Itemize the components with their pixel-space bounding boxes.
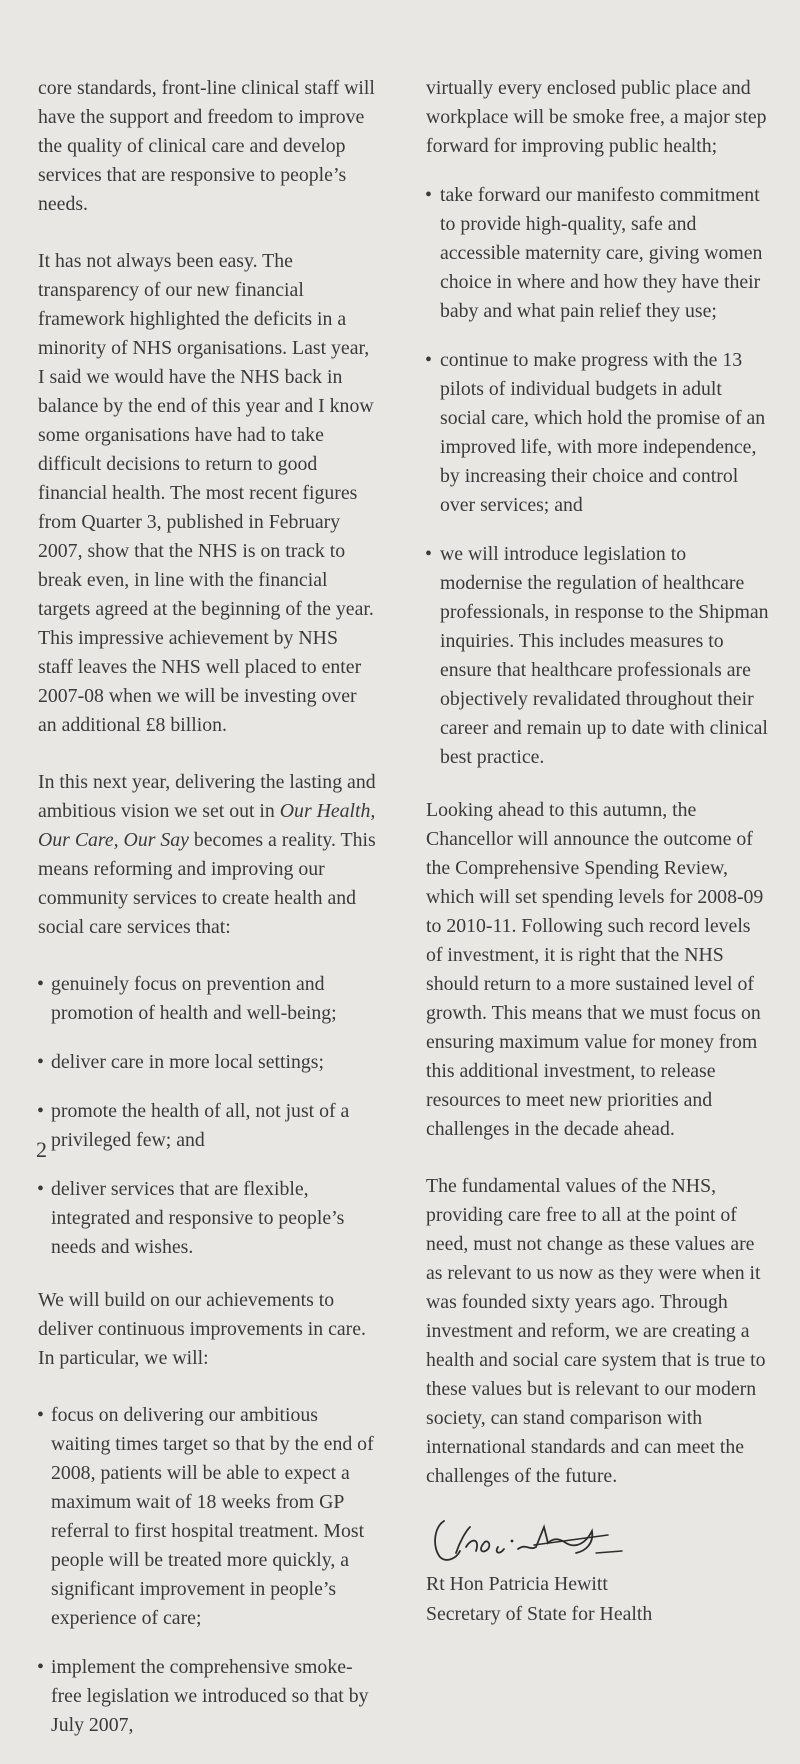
- build-paragraph: We will build on our achievements to deliver continuous improvements in care. In particular, we will:: [38, 1289, 366, 1369]
- handwritten-signature: [426, 1513, 646, 1569]
- list-item: • deliver services that are flexible, integrated and responsive to people’s needs and wishes.: [38, 1175, 376, 1262]
- signatory-title: Secretary of State for Health: [426, 1603, 653, 1625]
- signatory-name: Rt Hon Patricia Hewitt: [426, 1573, 608, 1595]
- list-item: • we will introduce legislation to modernise the regulation of healthcare professionals, in response to the Shipman inquiries. This includes measures to ensure that healthcare professionals are objectively revalidated throughout their career and remain up to date with clinical best practice.: [426, 540, 771, 772]
- list-item: • genuinely focus on prevention and promotion of health and well-being;: [38, 970, 376, 1028]
- right-bullet-list: [426, 181, 771, 772]
- left-column: [38, 74, 376, 1764]
- intro-paragraph: core standards, front-line clinical staff will have the support and freedom to improve the quality of clinical care and develop services that are responsive to people’s needs.: [38, 77, 375, 215]
- continuation-text: virtually every enclosed public place and workplace will be smoke free, a major step forward for improving public health;: [426, 77, 767, 157]
- list-item: • deliver care in more local settings;: [38, 1048, 376, 1077]
- list-item: • continue to make progress with the 13 pilots of individual budgets in adult social care, which hold the promise of an improved life, with more independence, by increasing their choice and control over services; and: [426, 346, 771, 520]
- values-paragraph: The fundamental values of the NHS, providing care free to all at the point of need, must not change as these values are as relevant to us now as they were when it was founded sixty years ago. Through investment and reform, we are creating a health and social care system that is true to these values but is relevant to our modern society, can stand comparison with international standards and can meet the challenges of the future.: [426, 1175, 766, 1487]
- vision-text-after: becomes a reality. This means reforming and improving our community services to create health and social care services that:: [38, 829, 376, 938]
- signature: [426, 1513, 771, 1569]
- vision-paragraph: [38, 768, 376, 942]
- page-number: 2: [36, 1137, 47, 1162]
- spending-paragraph: Looking ahead to this autumn, the Chancellor will announce the outcome of the Comprehensive Spending Review, which will set spending levels for 2008-09 to 2010-11. Following such record levels of investment, it is right that the NHS should return to a more sustained level of growth. This means that we must focus on ensuring maximum value for money from this additional investment, to release resources to meet new priorities and challenges in the decade ahead.: [426, 799, 764, 1140]
- strategy-title: Our Health, Our Care, Our Say: [38, 800, 376, 851]
- list-item: • focus on delivering our ambitious waiting times target so that by the end of 2008, patients will be able to expect a maximum wait of 18 weeks from GP referral to first hospital treatment. Most people will be treated more quickly, a significant improvement in people’s experience of care;: [38, 1401, 376, 1633]
- list-item: • promote the health of all, not just of a privileged few; and: [38, 1097, 376, 1155]
- list-item: • implement the comprehensive smoke-free legislation we introduced so that by July 2007,: [38, 1653, 376, 1740]
- vision-text-before: In this next year, delivering the lasting and ambitious vision we set out in: [38, 771, 376, 822]
- commitment-bullet-list: [38, 1401, 376, 1740]
- vision-bullet-list: [38, 970, 376, 1262]
- right-column: [426, 74, 771, 1629]
- list-item: • take forward our manifesto commitment to provide high-quality, safe and accessible maternity care, giving women choice in where and how they have their baby and what pain relief they use;: [426, 181, 771, 326]
- finance-paragraph: It has not always been easy. The transparency of our new financial framework highlighted the deficits in a minority of NHS organisations. Last year, I said we would have the NHS back in balance by the end of this year and I know some organisations have had to take difficult decisions to return to good financial health. The most recent figures from Quarter 3, published in February 2007, show that the NHS is on track to break even, in line with the financial targets agreed at the beginning of the year. This impressive achievement by NHS staff leaves the NHS well placed to enter 2007-08 when we will be investing over an additional £8 billion.: [38, 250, 374, 736]
